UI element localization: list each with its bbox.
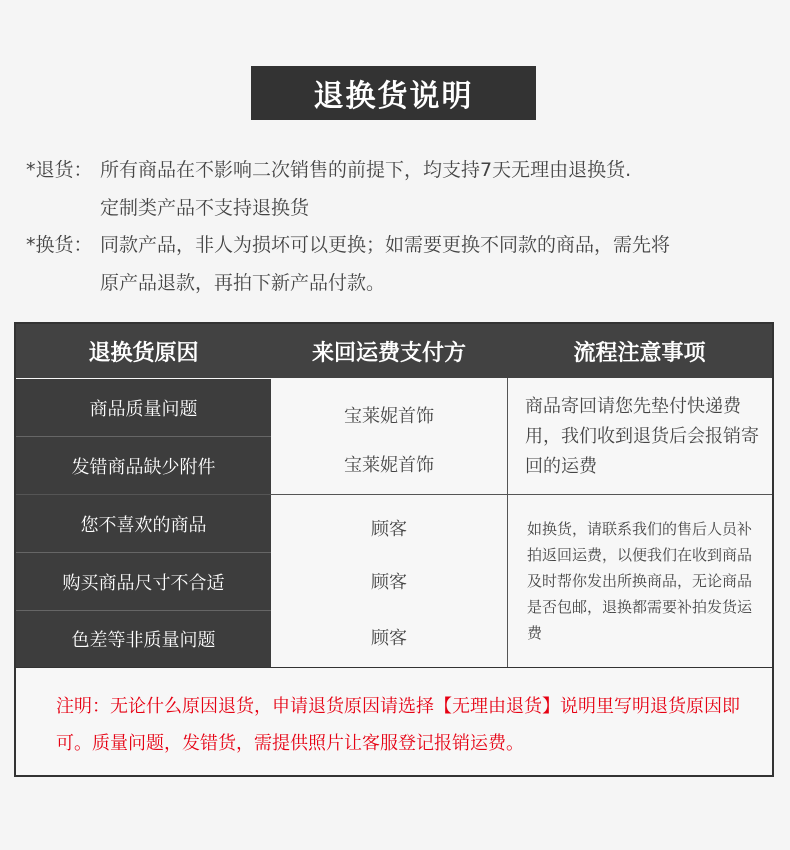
table-row-reason: 购买商品尺寸不合适 [16, 553, 271, 610]
page-title: 退换货说明 [251, 66, 536, 120]
process-note [507, 379, 772, 494]
table-row-payer: 宝莱妮首饰 [344, 405, 434, 427]
table-row-reason: 色差等非质量问题 [16, 611, 271, 667]
exchange-text-continued: 原产品退款，再拍下新产品付款。 [100, 272, 386, 294]
group-divider [16, 667, 772, 668]
return-text: 所有商品在不影响二次销售的前提下，均支持7天无理由退换货. [100, 159, 632, 181]
return-policy-table [14, 322, 774, 777]
table-row-payer: 顾客 [371, 627, 407, 649]
table-row-payer: 宝莱妮首饰 [344, 454, 434, 476]
process-note-text: 如换货，请联系我们的售后人员补拍返回运费，以便我们在收到商品及时帮你发出所换商品，无论商品是否包邮，退换都需要补拍发货运费 [527, 520, 753, 642]
table-row-reason: 您不喜欢的商品 [16, 495, 271, 552]
header-reason: 退换货原因 [88, 340, 199, 366]
table-row-payer: 顾客 [371, 571, 407, 593]
footer-note: 注明：无论什么原因退货，申请退货原因请选择【无理由退货】说明里写明退货原因即可。质量问题，发错货，需提供照片让客服登记报销运费。 [56, 696, 740, 754]
process-note-text: 商品寄回请您先垫付快递费用，我们收到退货后会报销寄回的运费 [525, 395, 759, 477]
exchange-label: *换货： [26, 234, 93, 256]
column-divider [507, 378, 508, 667]
return-label: *退货： [26, 159, 93, 181]
row-divider [16, 436, 271, 437]
exchange-policy [26, 233, 670, 257]
return-text-continued: 定制类产品不支持退换货 [100, 197, 310, 219]
exchange-text: 同款产品，非人为损坏可以更换；如需要更换不同款的商品，需先将 [100, 234, 671, 256]
table-row-payer: 顾客 [371, 518, 407, 540]
table-row-reason: 商品质量问题 [16, 379, 271, 436]
group-divider [16, 494, 772, 495]
header-process: 流程注意事项 [573, 340, 706, 366]
return-policy [26, 158, 631, 182]
process-note [507, 495, 772, 667]
row-divider [16, 610, 271, 611]
table-header [16, 324, 772, 378]
row-divider [16, 552, 271, 553]
table-row-reason: 发错商品缺少附件 [16, 437, 271, 494]
header-payer: 来回运费支付方 [311, 340, 466, 366]
